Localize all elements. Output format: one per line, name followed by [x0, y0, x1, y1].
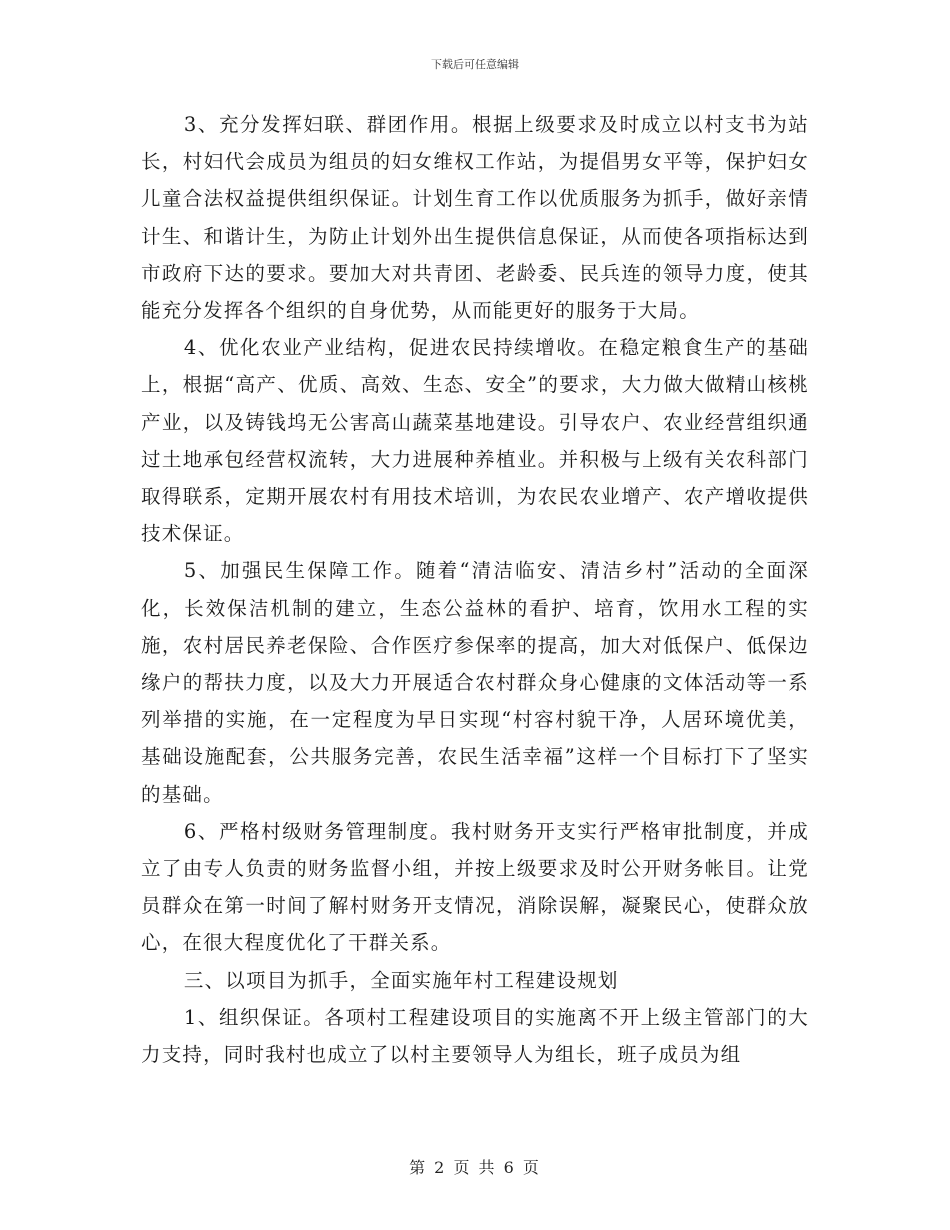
- paragraph-4: 4、优化农业产业结构，促进农民持续增收。在稳定粮食生产的基础上，根据“高产、优质、高效、生态、安全”的要求，大力做大做精山核桃产业，以及铸钱坞无公害高山蔬菜基地建设。引导农户、农业经营组织通过土地承包经营权流转，大力进展种养植业。并积极与上级有关农科部门取得联系，定期开展农村有用技术培训，为农民农业增产、农产增收提供技术保证。: [141, 336, 809, 546]
- paragraph-5: 5、加强民生保障工作。随着“清洁临安、清洁乡村”活动的全面深化，长效保洁机制的建立，生态公益林的看护、培育，饮用水工程的实施，农村居民养老保险、合作医疗参保率的提高，加大对低保户、低保边缘户的帮扶力度，以及大力开展适合农村群众身心健康的文体活动等一系列举措的实施，在一定程度为早日实现“村容村貌干净，人居环境优美，基础设施配套，公共服务完善，农民生活幸福”这样一个目标打下了坚实的基础。: [141, 559, 809, 806]
- section-heading-3: 三、以项目为抓手，全面实施年村工程建设规划: [183, 968, 619, 992]
- page-number: 第 2 页 共 6 页: [409, 1158, 541, 1177]
- page-header: 下载后可任意编辑: [431, 58, 519, 71]
- paragraph-section3-1: 1、组织保证。各项村工程建设项目的实施离不开上级主管部门的大力支持，同时我村也成立了以村主要领导人为组长，班子成员为组: [141, 1005, 809, 1067]
- paragraph-3: 3、充分发挥妇联、群团作用。根据上级要求及时成立以村支书为站长，村妇代会成员为组员的妇女维权工作站，为提倡男女平等，保护妇女儿童合法权益提供组织保证。计划生育工作以优质服务为抓手，做好亲情计生、和谐计生，为防止计划外出生提供信息保证，从而使各项指标达到市政府下达的要求。要加大对共青团、老龄委、民兵连的领导力度，使其能充分发挥各个组织的自身优势，从而能更好的服务于大局。: [141, 113, 809, 323]
- paragraph-6: 6、严格村级财务管理制度。我村财务开支实行严格审批制度，并成立了由专人负责的财务监督小组，并按上级要求及时公开财务帐目。让党员群众在第一时间了解村财务开支情况，消除误解，凝聚民心，使群众放心，在很大程度优化了干群关系。: [141, 819, 809, 955]
- document-body: [141, 106, 809, 1073]
